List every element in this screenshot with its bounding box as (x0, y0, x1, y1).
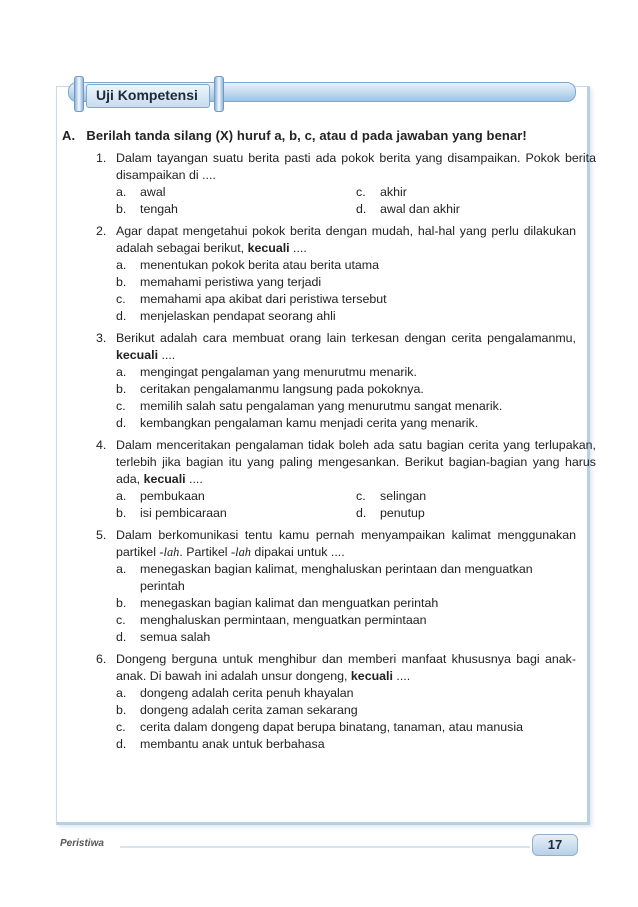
option-a[interactable]: a. menegaskan bagian kalimat, menghaluskan perintaan dan menguatkan perintah (116, 562, 533, 593)
question-stem: Agar dapat mengetahui pokok berita dengan mudah, hal-hal yang perlu dilakukan adalah sebagai berikut, kecuali .... (116, 224, 576, 255)
keyword-kecuali: kecuali (247, 241, 290, 255)
option-letter: c. (356, 185, 366, 199)
option-letter: b. (116, 202, 127, 216)
option-a[interactable] (116, 184, 356, 201)
option-b[interactable]: b. dongeng adalah cerita zaman sekarang (116, 703, 358, 717)
option-text: tengah (140, 202, 178, 216)
question-stem: Berikut adalah cara membuat orang lain terkesan dengan cerita pengalamanmu, kecuali .... (116, 331, 576, 362)
option-c[interactable] (356, 184, 596, 201)
question-4 (96, 437, 596, 522)
question-2 (96, 223, 576, 325)
question-stem: Dalam tayangan suatu berita pasti ada pokok berita yang disampaikan. Pokok berita disampaikan di .... (116, 151, 596, 182)
header-clip-right (214, 76, 224, 112)
footer-divider (120, 846, 530, 848)
section-instruction: Berilah tanda silang (X) huruf a, b, c, atau d pada jawaban yang benar! (86, 128, 527, 143)
option-b[interactable] (116, 201, 356, 218)
option-b[interactable]: b. isi pembicaraan (116, 506, 227, 520)
question-stem: Dalam berkomunikasi tentu kamu pernah menyampaikan kalimat menggunakan partikel -lah. Partikel -lah dipakai untuk .... (116, 528, 576, 559)
option-text: akhir (380, 185, 407, 199)
question-number: 1. (96, 151, 107, 165)
header-clip-left (74, 76, 84, 112)
question-number: 6. (96, 652, 107, 666)
particle-lah: -lah (231, 545, 251, 559)
keyword-kecuali: kecuali (350, 669, 393, 683)
page-title: Uji Kompetensi (96, 87, 198, 103)
option-a[interactable]: a. mengingat pengalaman yang menurutmu menarik. (116, 365, 417, 379)
question-5 (96, 527, 576, 646)
option-text: awal dan akhir (380, 202, 460, 216)
option-d[interactable]: d. semua salah (116, 630, 211, 644)
option-a[interactable]: a. dongeng adalah cerita penuh khayalan (116, 686, 354, 700)
option-c[interactable]: c. memahami apa akibat dari peristiwa tersebut (116, 292, 387, 306)
option-b[interactable]: b. menegaskan bagian kalimat dan menguatkan perintah (116, 596, 439, 610)
question-6 (96, 651, 576, 753)
question-number: 5. (96, 528, 107, 542)
book-title: Peristiwa (60, 838, 104, 849)
question-stem: Dalam menceritakan pengalaman tidak boleh ada satu bagian cerita yang terlupakan, terlebih jika bagian itu yang paling mengesankan. Berikut bagian-bagian yang harus ada, kecuali .... (116, 438, 596, 486)
option-d[interactable] (356, 201, 596, 218)
section-label: A. (62, 128, 76, 143)
option-c[interactable]: c. memilih salah satu pengalaman yang menurutmu sangat menarik. (116, 399, 503, 413)
option-b[interactable]: b. memahami peristiwa yang terjadi (116, 275, 322, 289)
keyword-kecuali: kecuali (143, 472, 186, 486)
option-c[interactable]: c. menghaluskan permintaan, menguatkan permintaan (116, 613, 427, 627)
option-letter: d. (356, 202, 367, 216)
option-c[interactable]: c. cerita dalam dongeng dapat berupa binatang, tanaman, atau manusia (116, 720, 524, 734)
question-stem: Dongeng berguna untuk menghibur dan memberi manfaat khususnya bagi anak-anak. Di bawah ini adalah unsur dongeng, kecuali .... (116, 652, 576, 683)
question-list (96, 150, 596, 758)
option-text: awal (140, 185, 166, 199)
option-d[interactable]: d. kembangkan pengalaman kamu menjadi cerita yang menarik. (116, 416, 479, 430)
option-letter: a. (116, 185, 127, 199)
option-d[interactable]: d. menjelaskan pendapat seorang ahli (116, 309, 336, 323)
question-3 (96, 330, 576, 432)
keyword-kecuali: kecuali (116, 348, 159, 362)
question-number: 4. (96, 438, 107, 452)
option-a[interactable]: a. menentukan pokok berita atau berita utama (116, 258, 380, 272)
option-d[interactable]: d. penutup (356, 506, 425, 520)
question-number: 2. (96, 224, 107, 238)
question-number: 3. (96, 331, 107, 345)
particle-lah: -lah (159, 545, 180, 559)
page-number: 17 (532, 834, 578, 856)
option-c[interactable]: c. selingan (356, 489, 427, 503)
option-b[interactable]: b. ceritakan pengalamanmu langsung pada pokoknya. (116, 382, 424, 396)
question-1 (96, 150, 596, 218)
option-a[interactable]: a. pembukaan (116, 489, 205, 503)
option-d[interactable]: d. membantu anak untuk berbahasa (116, 737, 325, 751)
section-heading (62, 128, 527, 143)
